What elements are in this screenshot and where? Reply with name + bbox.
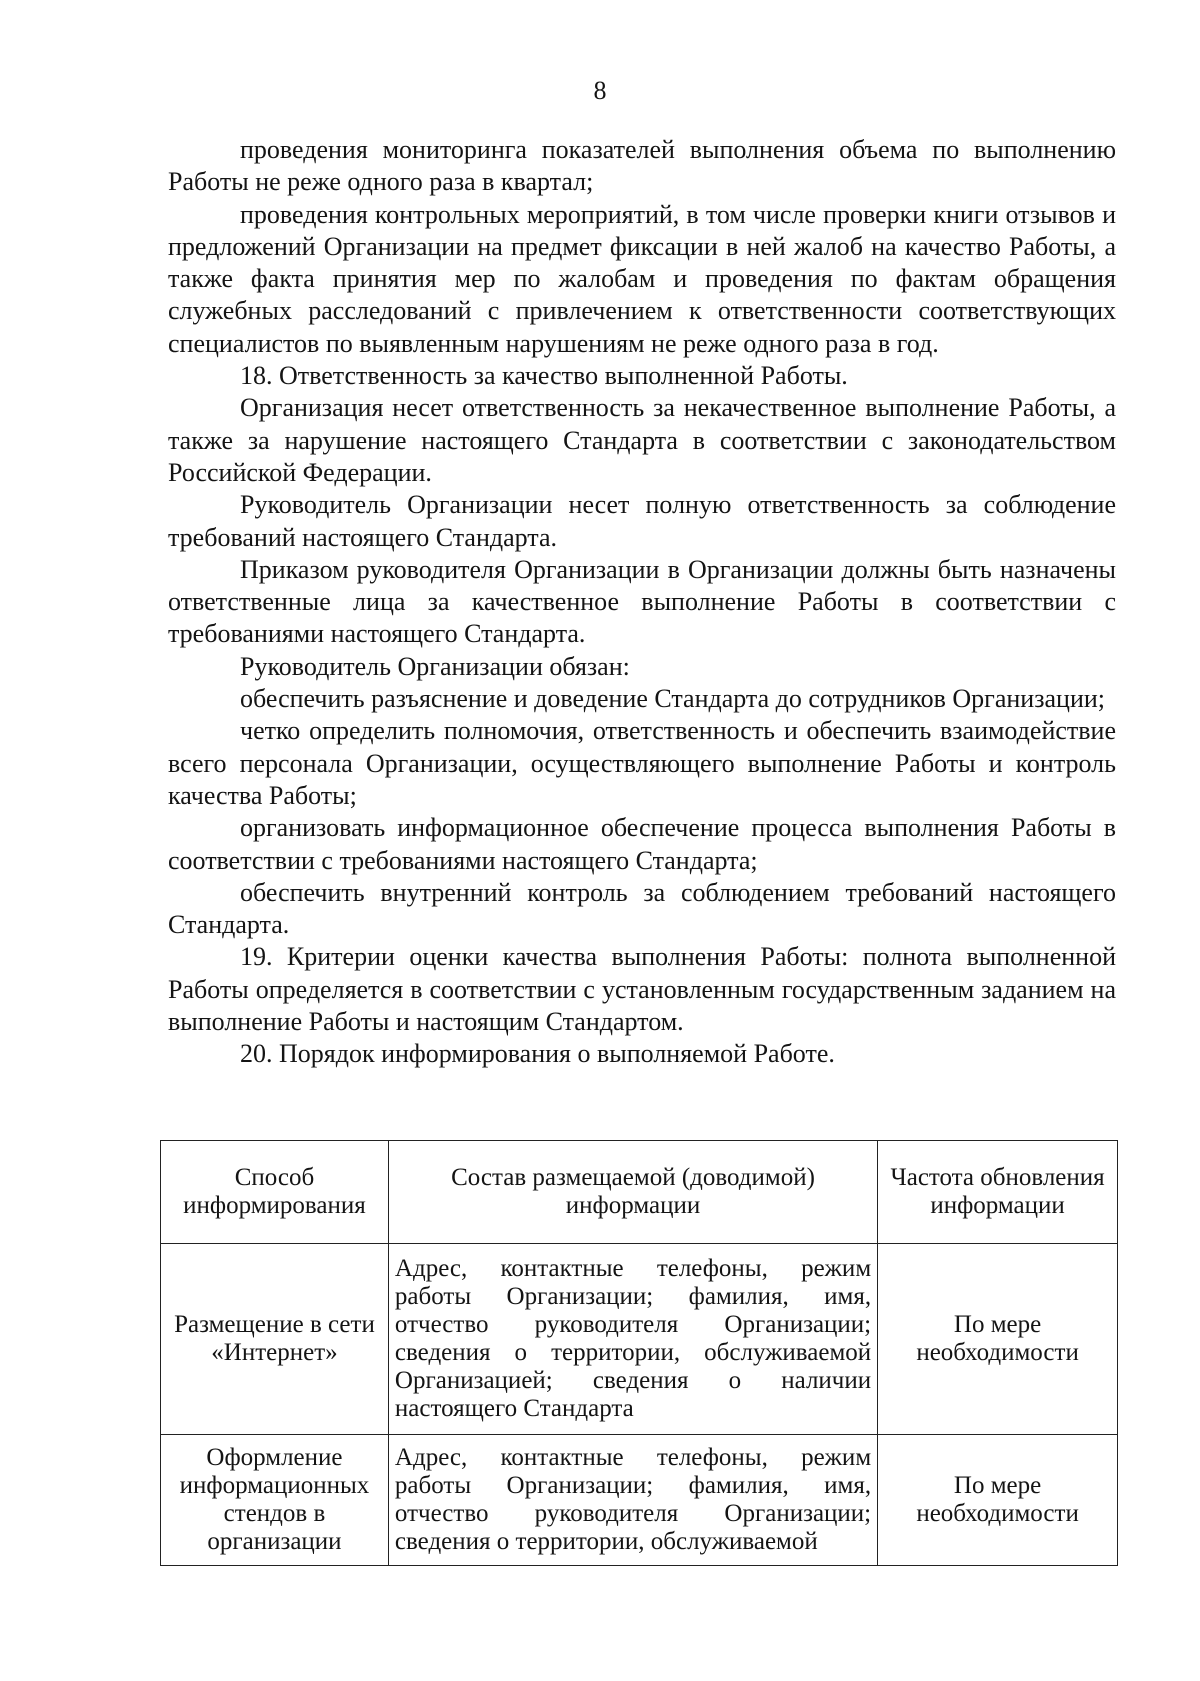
page-number: 8 — [593, 76, 607, 105]
paragraph: Руководитель Организации несет полную ответственность за соблюдение требований настоящего Стандарта. — [168, 490, 1116, 552]
cell-content: Адрес, контактные телефоны, режим работы Организации; фамилия, имя, отчество руководителя Организации; сведения о территории, обслуживаемой — [388, 1435, 877, 1566]
cell-method: Размещение в сети «Интернет» — [161, 1244, 389, 1435]
cell-frequency: По мере необходимости — [878, 1435, 1118, 1566]
paragraph: Приказом руководителя Организации в Организации должны быть назначены ответственные лица за качественное выполнение Работы в соответствии с требованиями настоящего Стандарта. — [168, 554, 1116, 649]
cell-method: Оформление информационных стендов в организации — [161, 1435, 389, 1566]
paragraph: проведения мониторинга показателей выполнения объема по выполнению Работы не реже одного раза в квартал; — [168, 135, 1116, 197]
header-frequency: Частота обновления информации — [878, 1141, 1118, 1244]
paragraph: обеспечить внутренний контроль за соблюдением требований настоящего Стандарта. — [168, 877, 1116, 940]
header-content: Состав размещаемой (доводимой) информации — [388, 1141, 877, 1244]
paragraph: Руководитель Организации обязан: — [240, 651, 630, 681]
table-row — [161, 1244, 1118, 1435]
paragraph: обеспечить разъяснение и доведение Стандарта до сотрудников Организации; — [240, 684, 1105, 714]
paragraph: 19. Критерии оценки качества выполнения Работы: полнота выполненной Работы определяется в соответствии с установленным государственным заданием на выполнение Работы и настоящим Стандартом. — [168, 942, 1116, 1037]
table-row — [161, 1435, 1118, 1566]
paragraph: 18. Ответственность за качество выполненной Работы. — [240, 361, 848, 391]
information-table — [160, 1140, 1118, 1566]
table-header-row — [161, 1141, 1118, 1244]
cell-frequency: По мере необходимости — [878, 1244, 1118, 1435]
paragraph: четко определить полномочия, ответственность и обеспечить взаимодействие всего персонала Организации, осуществляющего выполнение Работы и контроль качества Работы; — [168, 716, 1116, 810]
cell-content: Адрес, контактные телефоны, режим работы Организации; фамилия, имя, отчество руководителя Организации; сведения о территории, обслуживаемой Организацией; сведения о наличии настоящего Стандарта — [388, 1244, 877, 1435]
header-method: Способ информирования — [161, 1141, 389, 1244]
paragraph: Организация несет ответственность за некачественное выполнение Работы, а также за нарушение настоящего Стандарта в соответствии с законодательством Российской Федерации. — [168, 393, 1116, 487]
section-heading: 20. Порядок информирования о выполняемой Работе. — [240, 1039, 835, 1069]
paragraph: проведения контрольных мероприятий, в том числе проверки книги отзывов и предложений Организации на предмет фиксации в ней жалоб на качество Работы, а также факта принятия мер по жалобам и проведения по фактам обращения служебных расследований с привлечением к ответственности соответствующих специалистов по выявленным нарушениям не реже одного раза в год. — [168, 199, 1116, 358]
paragraph: организовать информационное обеспечение процесса выполнения Работы в соответствии с требованиями настоящего Стандарта; — [168, 813, 1116, 875]
document-body — [168, 134, 1116, 1071]
